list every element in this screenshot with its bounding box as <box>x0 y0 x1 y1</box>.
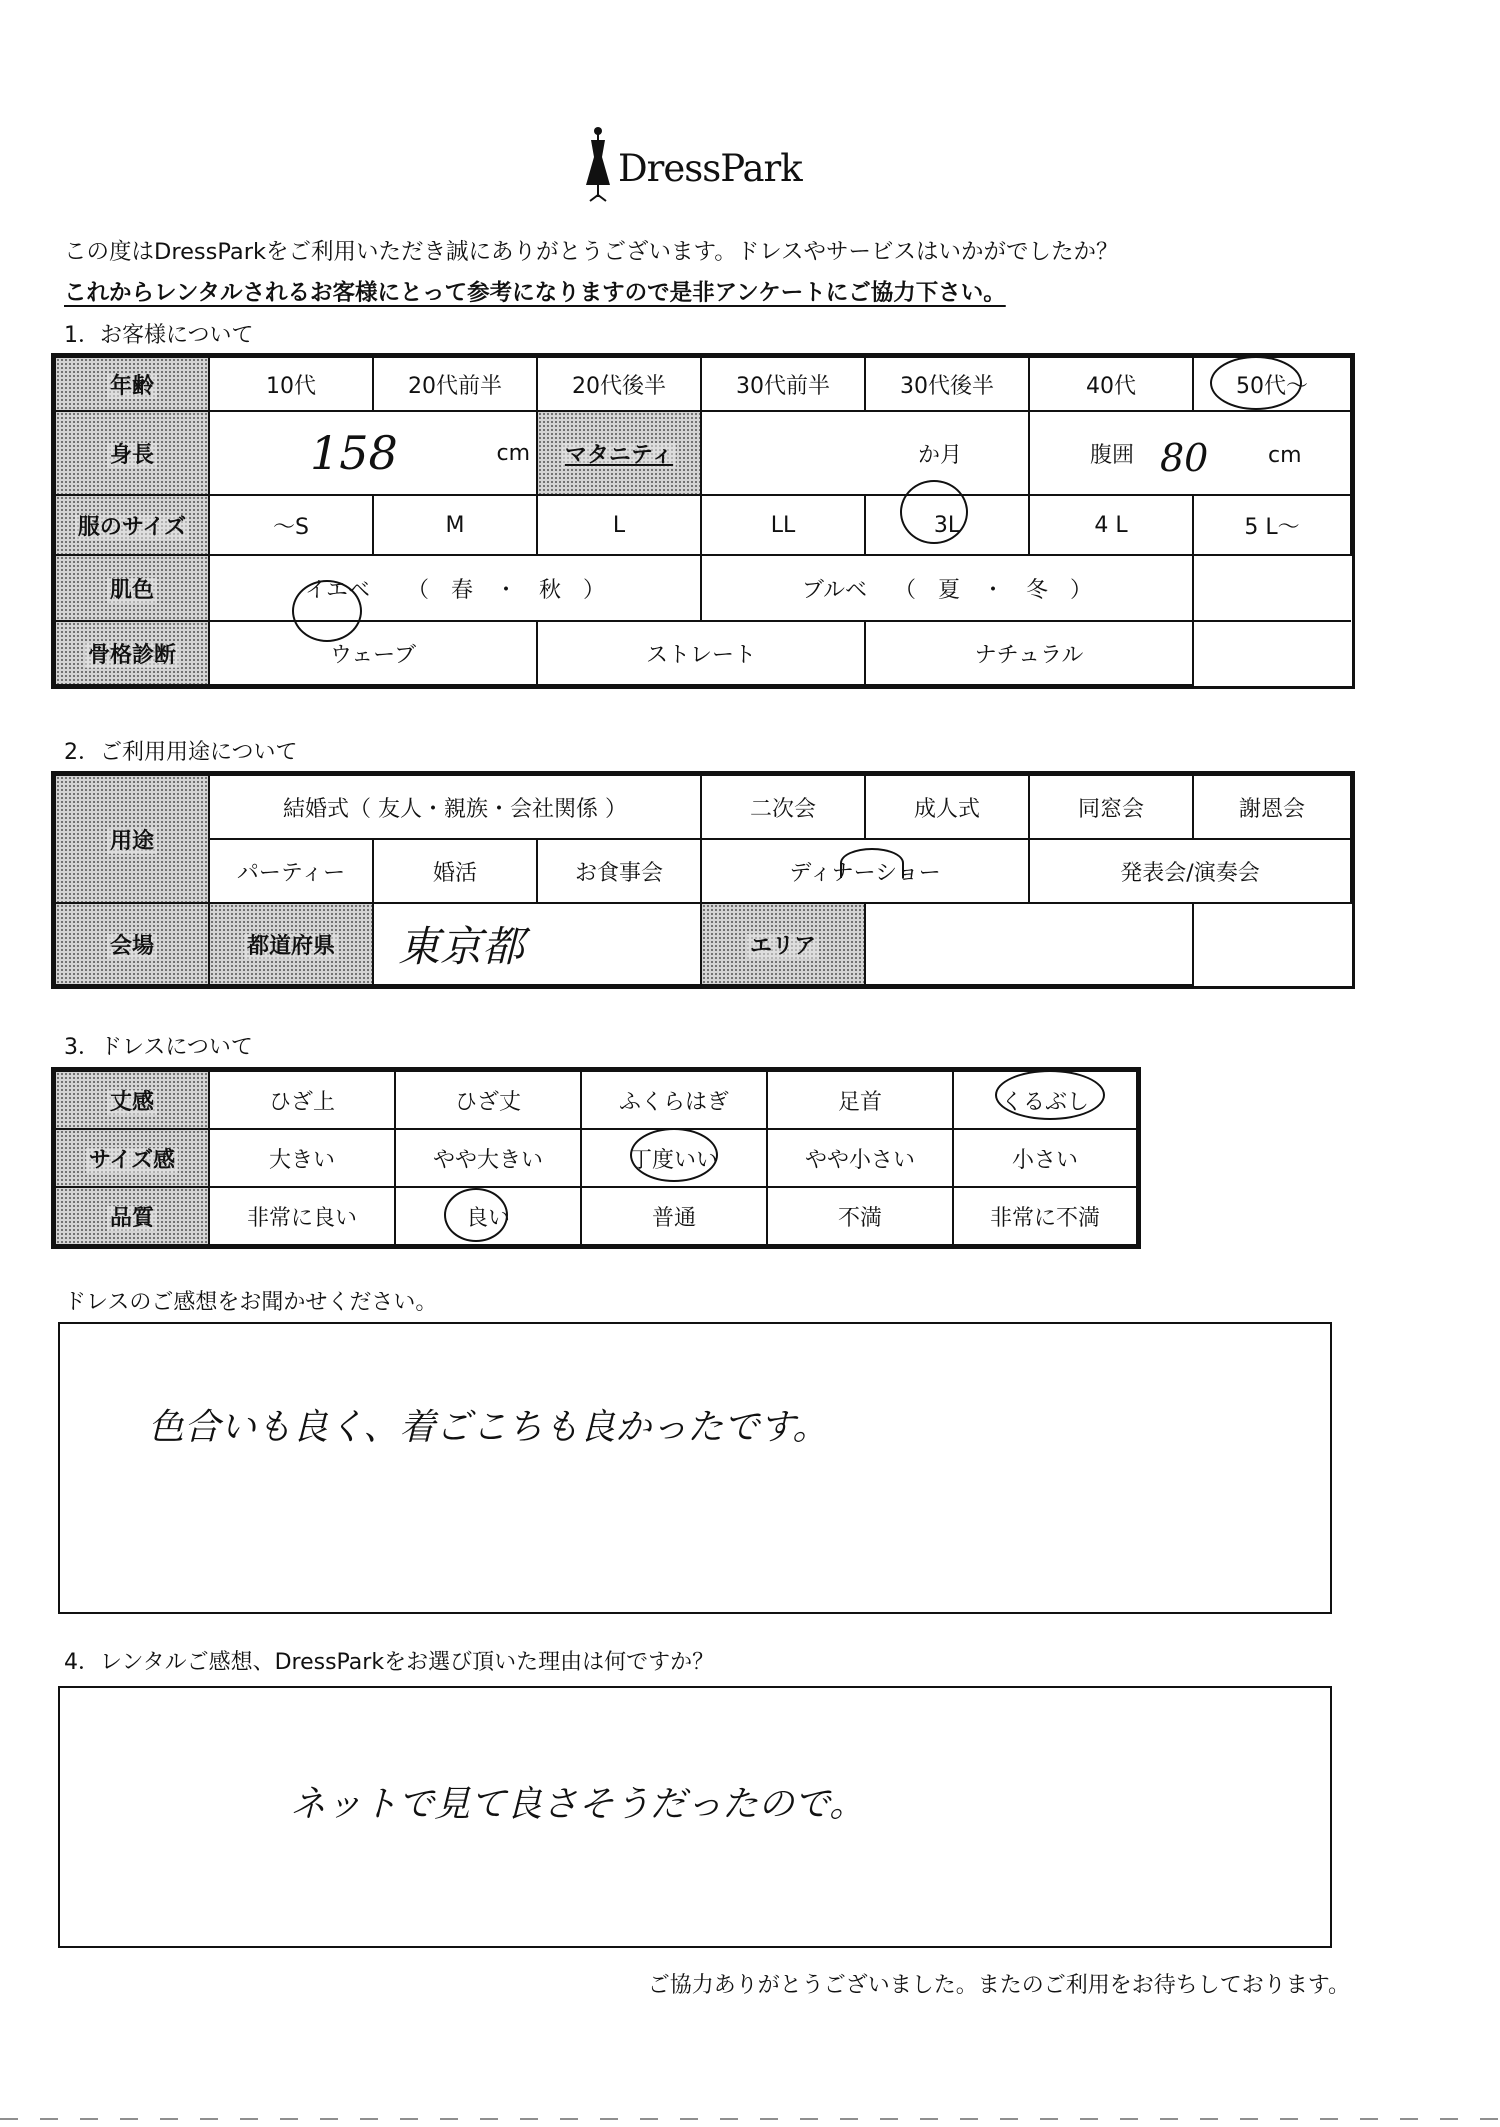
length-option[interactable]: ひざ丈 <box>395 1071 581 1129</box>
area-field[interactable] <box>865 903 1193 985</box>
size-option-selected[interactable]: 3L <box>865 495 1029 555</box>
quality-option[interactable]: 不満 <box>767 1187 953 1245</box>
purpose-option[interactable]: お食事会 <box>537 839 701 903</box>
quality-selection-circle <box>444 1188 508 1242</box>
dresspark-logo <box>580 125 820 205</box>
age-option[interactable]: 20代前半 <box>373 357 537 411</box>
height-handwritten: 158 <box>310 426 398 480</box>
fit-label: サイズ感 <box>55 1129 209 1187</box>
quality-option[interactable]: 普通 <box>581 1187 767 1245</box>
section1-title: 1．お客様について <box>64 323 254 348</box>
length-option-selected[interactable]: くるぶし <box>953 1071 1137 1129</box>
length-option[interactable]: ふくらはぎ <box>581 1071 767 1129</box>
fit-option-selected[interactable]: 丁度いい <box>581 1129 767 1187</box>
skin-selection-circle <box>292 580 362 642</box>
reason-comment-box[interactable] <box>58 1686 1332 1948</box>
skin-blue-seasons: （ 夏 ・ 冬 ） <box>894 577 1093 603</box>
dress-comment-box[interactable] <box>58 1322 1332 1614</box>
height-label: 身長 <box>55 411 209 495</box>
skin-blue-label: ブルベ <box>801 577 868 603</box>
skin-blue-option[interactable] <box>701 555 1193 621</box>
purpose-option[interactable]: 婚活 <box>373 839 537 903</box>
skin-label: 肌色 <box>55 555 209 621</box>
quality-option[interactable]: 非常に良い <box>209 1187 395 1245</box>
skin-yellow-option[interactable] <box>209 555 701 621</box>
quality-option-selected[interactable]: 良い <box>395 1187 581 1245</box>
customer-table <box>54 356 1352 686</box>
quality-option[interactable]: 非常に不満 <box>953 1187 1137 1245</box>
purpose-option[interactable]: 発表会/演奏会 <box>1029 839 1351 903</box>
fit-selection-circle <box>630 1128 718 1182</box>
length-selection-circle <box>995 1070 1105 1120</box>
dress-table <box>54 1070 1138 1246</box>
waist-unit: cm <box>1268 442 1302 468</box>
intro-request: これからレンタルされるお客様にとって参考になりますので是非アンケートにご協力下さい。 <box>64 280 1006 306</box>
age-selection-circle <box>1210 356 1302 410</box>
prefecture-field[interactable] <box>373 903 701 985</box>
purpose-option[interactable]: パーティー <box>209 839 373 903</box>
purpose-option[interactable]: 二次会 <box>701 775 865 839</box>
frame-option[interactable]: ナチュラル <box>865 621 1193 685</box>
fit-option[interactable]: 小さい <box>953 1129 1137 1187</box>
prefecture-label: 都道府県 <box>209 903 373 985</box>
logo-text: DressPark <box>618 147 802 190</box>
fit-option[interactable]: 大きい <box>209 1129 395 1187</box>
section3-title: 3．ドレスについて <box>64 1035 253 1060</box>
size-selection-circle <box>900 480 968 544</box>
purpose-selection-mark <box>840 848 904 878</box>
age-label: 年齢 <box>55 357 209 411</box>
age-option[interactable]: 10代 <box>209 357 373 411</box>
frame-option[interactable]: ストレート <box>537 621 865 685</box>
size-option[interactable]: 4 L <box>1029 495 1193 555</box>
skin-yellow-seasons: （ 春 ・ 秋 ） <box>407 577 606 603</box>
size-option[interactable]: M <box>373 495 537 555</box>
purpose-option[interactable]: 結婚式（ 友人・親族・会社関係 ） <box>209 775 701 839</box>
usage-table <box>54 774 1352 986</box>
purpose-option-selected[interactable]: ディナーショー <box>701 839 1029 903</box>
dress-comment-prompt: ドレスのご感想をお聞かせください。 <box>64 1290 438 1315</box>
length-option[interactable]: 足首 <box>767 1071 953 1129</box>
age-option[interactable]: 30代後半 <box>865 357 1029 411</box>
skin-yellow-label: イエベ <box>304 577 371 603</box>
purpose-option[interactable]: 謝恩会 <box>1193 775 1351 839</box>
months-unit: か月 <box>917 442 962 468</box>
age-option[interactable]: 40代 <box>1029 357 1193 411</box>
scan-edge-artifact <box>0 2118 1500 2120</box>
frame-option[interactable]: ウェーブ <box>209 621 537 685</box>
size-label: 服のサイズ <box>55 495 209 555</box>
dress-comment-handwritten: 色合いも良く、着ごこちも良かったです。 <box>148 1407 829 1448</box>
purpose-option[interactable]: 同窓会 <box>1029 775 1193 839</box>
venue-label: 会場 <box>55 903 209 985</box>
section4-title: 4．レンタルご感想、DressParkをお選び頂いた理由は何ですか？ <box>64 1650 715 1675</box>
quality-label: 品質 <box>55 1187 209 1245</box>
maternity-months-field[interactable] <box>701 411 1029 495</box>
maternity-label: マタニティ <box>537 411 701 495</box>
frame-label: 骨格診断 <box>55 621 209 685</box>
age-option[interactable]: 30代前半 <box>701 357 865 411</box>
fit-option[interactable]: やや小さい <box>767 1129 953 1187</box>
waist-handwritten: 80 <box>1160 436 1209 480</box>
reason-comment-handwritten: ネットで見て良さそうだったので。 <box>290 1784 866 1825</box>
purpose-label: 用途 <box>55 775 209 903</box>
height-unit: cm <box>496 440 530 466</box>
age-option-selected[interactable]: 50代～ <box>1193 357 1351 411</box>
purpose-option[interactable]: 成人式 <box>865 775 1029 839</box>
size-option[interactable]: LL <box>701 495 865 555</box>
size-option[interactable]: ～S <box>209 495 373 555</box>
size-option[interactable]: 5 L～ <box>1193 495 1351 555</box>
length-option[interactable]: ひざ上 <box>209 1071 395 1129</box>
size-option[interactable]: L <box>537 495 701 555</box>
footer-thanks: ご協力ありがとうございました。またのご利用をお待ちしております。 <box>647 1973 1350 1998</box>
age-option[interactable]: 20代後半 <box>537 357 701 411</box>
fit-option[interactable]: やや大きい <box>395 1129 581 1187</box>
section2-title: 2．ご利用用途について <box>64 740 298 765</box>
intro-text: この度はDressParkをご利用いただき誠にありがとうございます。ドレスやサービスはいかがでしたか？ <box>64 239 1119 265</box>
waist-label: 腹囲 <box>1090 442 1135 468</box>
dress-mannequin-icon <box>580 125 616 205</box>
area-label: エリア <box>701 903 865 985</box>
prefecture-handwritten: 東京都 <box>398 922 525 971</box>
length-label: 丈感 <box>55 1071 209 1129</box>
